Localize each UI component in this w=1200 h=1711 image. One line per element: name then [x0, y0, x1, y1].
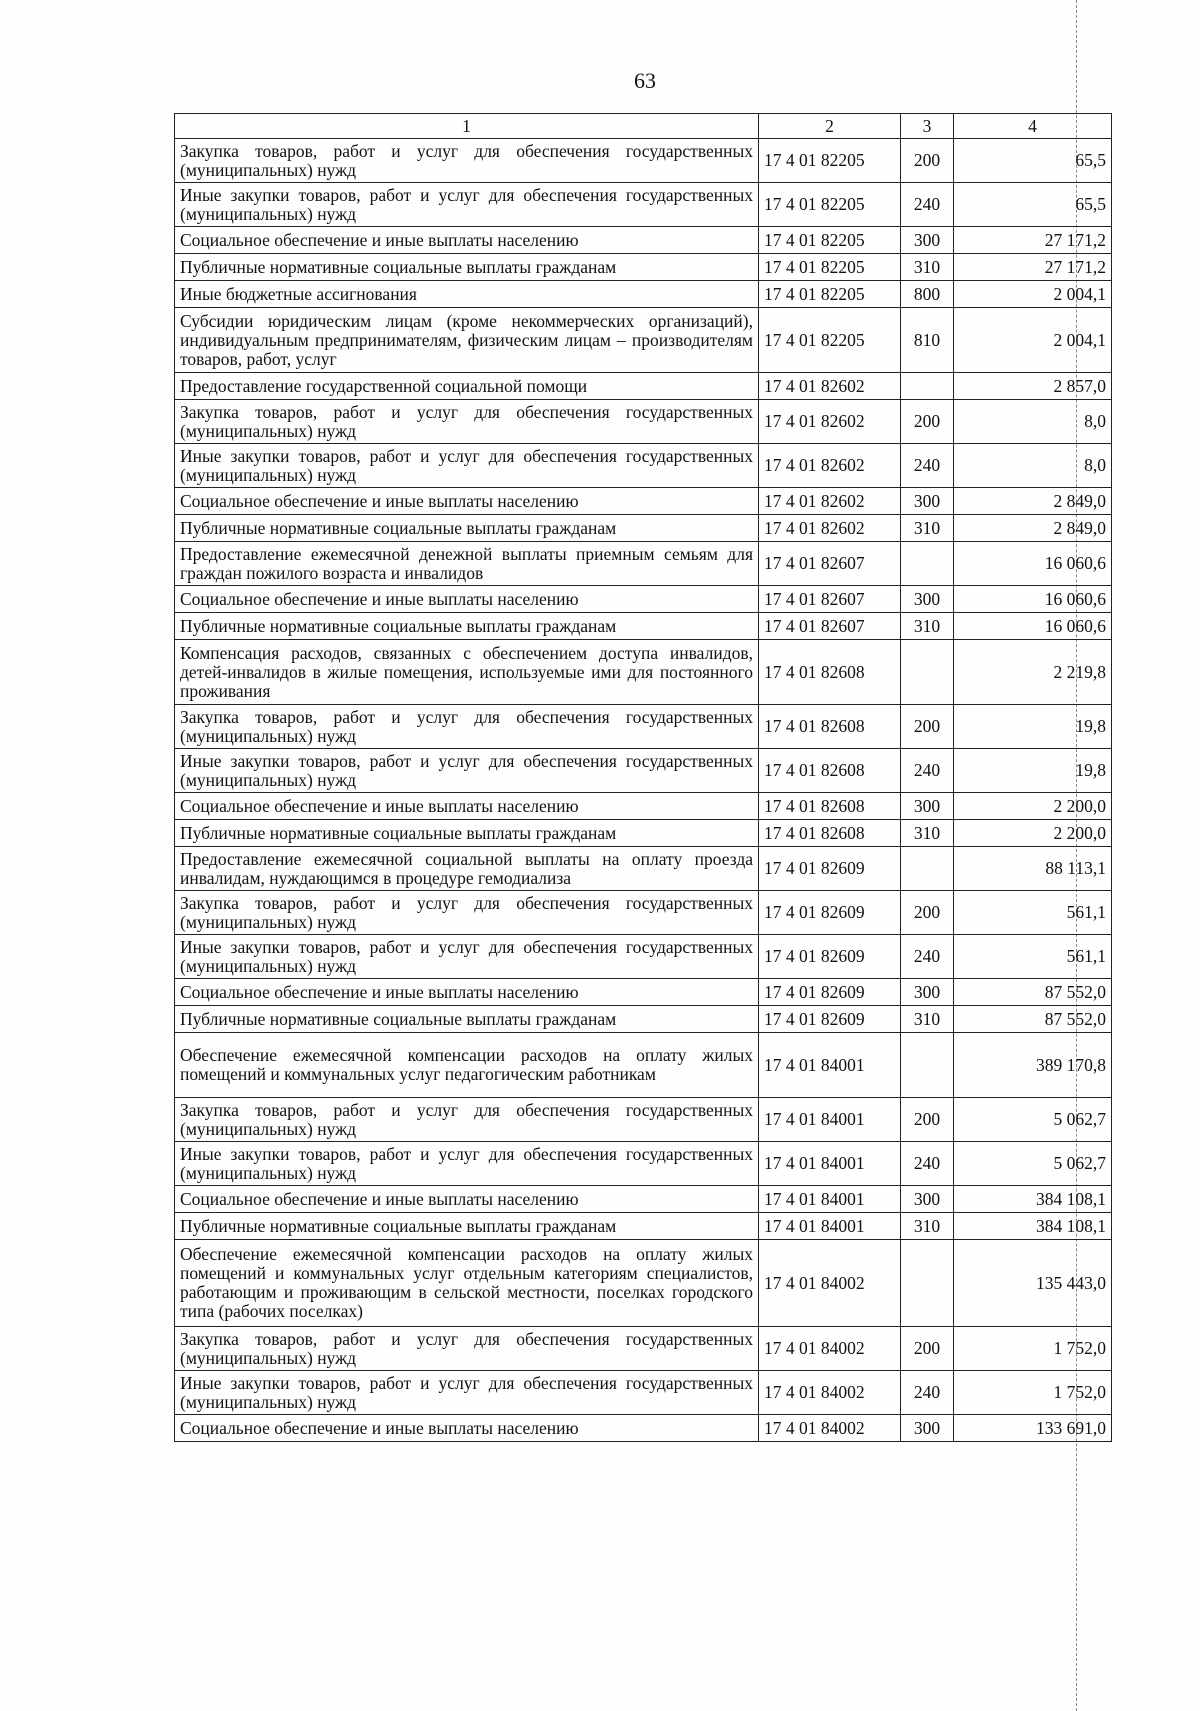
row-type: 300 — [901, 979, 954, 1006]
row-name: Социальное обеспечение и иные выплаты населению — [175, 488, 759, 515]
row-name: Закупка товаров, работ и услуг для обеспечения государственных (муниципальных) нужд — [175, 1098, 759, 1142]
row-amount: 87 552,0 — [954, 979, 1112, 1006]
row-amount: 561,1 — [954, 891, 1112, 935]
row-amount: 2 200,0 — [954, 793, 1112, 820]
row-name: Социальное обеспечение и иные выплаты населению — [175, 586, 759, 613]
row-type: 310 — [901, 820, 954, 847]
row-amount: 88 113,1 — [954, 847, 1112, 891]
row-name: Закупка товаров, работ и услуг для обеспечения государственных (муниципальных) нужд — [175, 891, 759, 935]
row-type: 200 — [901, 400, 954, 444]
row-name: Обеспечение ежемесячной компенсации расходов на оплату жилых помещений и коммунальных услуг отдельным категориям специалистов, работающим и проживающим в сельской местности, поселках городского типа (рабочих поселках) — [175, 1240, 759, 1327]
row-amount: 2 200,0 — [954, 820, 1112, 847]
row-type — [901, 542, 954, 586]
row-code: 17 4 01 82205 — [759, 183, 901, 227]
row-name: Иные закупки товаров, работ и услуг для обеспечения государственных (муниципальных) нужд — [175, 1142, 759, 1186]
row-name: Публичные нормативные социальные выплаты гражданам — [175, 254, 759, 281]
row-name: Иные бюджетные ассигнования — [175, 281, 759, 308]
row-name: Публичные нормативные социальные выплаты гражданам — [175, 613, 759, 640]
row-type — [901, 373, 954, 400]
row-name: Предоставление ежемесячной социальной выплаты на оплату проезда инвалидам, нуждающимся в процедуре гемодиализа — [175, 847, 759, 891]
row-amount: 5 062,7 — [954, 1142, 1112, 1186]
table-row — [175, 749, 1112, 793]
row-amount: 27 171,2 — [954, 227, 1112, 254]
row-code: 17 4 01 82602 — [759, 400, 901, 444]
row-amount: 135 443,0 — [954, 1240, 1112, 1327]
row-name: Иные закупки товаров, работ и услуг для обеспечения государственных (муниципальных) нужд — [175, 183, 759, 227]
row-type — [901, 847, 954, 891]
row-type — [901, 640, 954, 705]
table-row — [175, 935, 1112, 979]
table-row — [175, 308, 1112, 373]
row-amount: 133 691,0 — [954, 1415, 1112, 1442]
row-code: 17 4 01 84001 — [759, 1142, 901, 1186]
row-amount: 65,5 — [954, 183, 1112, 227]
table-row — [175, 1371, 1112, 1415]
row-type: 240 — [901, 749, 954, 793]
table-row — [175, 444, 1112, 488]
table-row — [175, 227, 1112, 254]
row-amount: 8,0 — [954, 400, 1112, 444]
row-code: 17 4 01 82608 — [759, 705, 901, 749]
column-header-3: 3 — [901, 114, 954, 139]
row-name: Социальное обеспечение и иные выплаты населению — [175, 1415, 759, 1442]
column-header-1: 1 — [175, 114, 759, 139]
row-code: 17 4 01 82602 — [759, 373, 901, 400]
table-row — [175, 586, 1112, 613]
table-row — [175, 847, 1112, 891]
row-code: 17 4 01 82608 — [759, 749, 901, 793]
row-amount: 1 752,0 — [954, 1327, 1112, 1371]
row-type: 310 — [901, 1213, 954, 1240]
row-code: 17 4 01 82205 — [759, 227, 901, 254]
table-body — [175, 139, 1112, 1442]
row-amount: 65,5 — [954, 139, 1112, 183]
row-code: 17 4 01 82608 — [759, 793, 901, 820]
row-type: 810 — [901, 308, 954, 373]
row-name: Закупка товаров, работ и услуг для обеспечения государственных (муниципальных) нужд — [175, 1327, 759, 1371]
row-amount: 2 857,0 — [954, 373, 1112, 400]
table-row — [175, 373, 1112, 400]
row-type — [901, 1240, 954, 1327]
row-amount: 2 004,1 — [954, 308, 1112, 373]
table-row — [175, 1098, 1112, 1142]
row-type: 200 — [901, 1098, 954, 1142]
row-type: 300 — [901, 1415, 954, 1442]
row-amount: 19,8 — [954, 749, 1112, 793]
row-code: 17 4 01 84001 — [759, 1186, 901, 1213]
row-type: 240 — [901, 1142, 954, 1186]
row-code: 17 4 01 84002 — [759, 1240, 901, 1327]
row-name: Закупка товаров, работ и услуг для обеспечения государственных (муниципальных) нужд — [175, 139, 759, 183]
table-row — [175, 1213, 1112, 1240]
row-code: 17 4 01 84002 — [759, 1371, 901, 1415]
row-type: 300 — [901, 793, 954, 820]
row-code: 17 4 01 82608 — [759, 640, 901, 705]
row-name: Социальное обеспечение и иные выплаты населению — [175, 979, 759, 1006]
row-name: Обеспечение ежемесячной компенсации расходов на оплату жилых помещений и коммунальных услуг педагогическим работникам — [175, 1033, 759, 1098]
table-row — [175, 613, 1112, 640]
table-row — [175, 891, 1112, 935]
table-row — [175, 979, 1112, 1006]
column-header-4: 4 — [954, 114, 1112, 139]
row-name: Социальное обеспечение и иные выплаты населению — [175, 227, 759, 254]
row-code: 17 4 01 84001 — [759, 1033, 901, 1098]
row-type: 240 — [901, 935, 954, 979]
budget-table — [174, 113, 1112, 1442]
row-amount: 16 060,6 — [954, 542, 1112, 586]
row-code: 17 4 01 82609 — [759, 1006, 901, 1033]
table-row — [175, 542, 1112, 586]
row-amount: 561,1 — [954, 935, 1112, 979]
row-code: 17 4 01 82205 — [759, 308, 901, 373]
table-row — [175, 793, 1112, 820]
row-amount: 19,8 — [954, 705, 1112, 749]
row-code: 17 4 01 82602 — [759, 515, 901, 542]
table-row — [175, 183, 1112, 227]
row-name: Иные закупки товаров, работ и услуг для обеспечения государственных (муниципальных) нужд — [175, 444, 759, 488]
table-row — [175, 1240, 1112, 1327]
row-type: 300 — [901, 488, 954, 515]
row-name: Предоставление ежемесячной денежной выплаты приемным семьям для граждан пожилого возраста и инвалидов — [175, 542, 759, 586]
table-row — [175, 139, 1112, 183]
row-name: Социальное обеспечение и иные выплаты населению — [175, 1186, 759, 1213]
column-header-2: 2 — [759, 114, 901, 139]
table-row — [175, 1033, 1112, 1098]
table-row — [175, 488, 1112, 515]
row-code: 17 4 01 82205 — [759, 139, 901, 183]
row-type: 200 — [901, 1327, 954, 1371]
row-type — [901, 1033, 954, 1098]
row-amount: 2 004,1 — [954, 281, 1112, 308]
row-type: 300 — [901, 227, 954, 254]
row-name: Иные закупки товаров, работ и услуг для обеспечения государственных (муниципальных) нужд — [175, 935, 759, 979]
row-code: 17 4 01 82607 — [759, 613, 901, 640]
row-name: Предоставление государственной социальной помощи — [175, 373, 759, 400]
table-row — [175, 254, 1112, 281]
row-amount: 2 849,0 — [954, 515, 1112, 542]
row-type: 240 — [901, 444, 954, 488]
row-amount: 16 060,6 — [954, 613, 1112, 640]
row-type: 310 — [901, 613, 954, 640]
table-row — [175, 1006, 1112, 1033]
row-code: 17 4 01 84002 — [759, 1327, 901, 1371]
row-code: 17 4 01 82609 — [759, 891, 901, 935]
table-row — [175, 281, 1112, 308]
row-name: Публичные нормативные социальные выплаты гражданам — [175, 1006, 759, 1033]
row-type: 310 — [901, 254, 954, 281]
row-code: 17 4 01 82607 — [759, 542, 901, 586]
row-type: 200 — [901, 705, 954, 749]
row-name: Субсидии юридическим лицам (кроме некоммерческих организаций), индивидуальным предпринимателям, физическим лицам – производителям товаров, работ, услуг — [175, 308, 759, 373]
row-amount: 2 849,0 — [954, 488, 1112, 515]
row-type: 310 — [901, 1006, 954, 1033]
row-name: Публичные нормативные социальные выплаты гражданам — [175, 820, 759, 847]
table-row — [175, 705, 1112, 749]
table-row — [175, 515, 1112, 542]
row-name: Компенсация расходов, связанных с обеспечением доступа инвалидов, детей-инвалидов в жилые помещения, используемые ими для постоянного проживания — [175, 640, 759, 705]
row-code: 17 4 01 82609 — [759, 979, 901, 1006]
row-code: 17 4 01 82602 — [759, 444, 901, 488]
table-row — [175, 640, 1112, 705]
row-code: 17 4 01 82609 — [759, 847, 901, 891]
table-row — [175, 820, 1112, 847]
row-amount: 389 170,8 — [954, 1033, 1112, 1098]
table-header-row — [175, 114, 1112, 139]
row-type: 800 — [901, 281, 954, 308]
row-amount: 5 062,7 — [954, 1098, 1112, 1142]
row-name: Социальное обеспечение и иные выплаты населению — [175, 793, 759, 820]
row-name: Иные закупки товаров, работ и услуг для обеспечения государственных (муниципальных) нужд — [175, 749, 759, 793]
row-code: 17 4 01 84001 — [759, 1098, 901, 1142]
table-row — [175, 1186, 1112, 1213]
row-amount: 2 219,8 — [954, 640, 1112, 705]
row-amount: 384 108,1 — [954, 1186, 1112, 1213]
row-type: 300 — [901, 1186, 954, 1213]
row-name: Публичные нормативные социальные выплаты гражданам — [175, 515, 759, 542]
row-code: 17 4 01 84001 — [759, 1213, 901, 1240]
row-code: 17 4 01 82608 — [759, 820, 901, 847]
table-row — [175, 1327, 1112, 1371]
page-number: 63 — [634, 68, 656, 93]
row-type: 200 — [901, 891, 954, 935]
row-type: 240 — [901, 183, 954, 227]
row-name: Иные закупки товаров, работ и услуг для обеспечения государственных (муниципальных) нужд — [175, 1371, 759, 1415]
row-code: 17 4 01 82607 — [759, 586, 901, 613]
row-name: Публичные нормативные социальные выплаты гражданам — [175, 1213, 759, 1240]
row-amount: 8,0 — [954, 444, 1112, 488]
row-type: 240 — [901, 1371, 954, 1415]
row-amount: 384 108,1 — [954, 1213, 1112, 1240]
row-amount: 1 752,0 — [954, 1371, 1112, 1415]
row-type: 310 — [901, 515, 954, 542]
row-name: Закупка товаров, работ и услуг для обеспечения государственных (муниципальных) нужд — [175, 705, 759, 749]
row-code: 17 4 01 82205 — [759, 254, 901, 281]
row-code: 17 4 01 82602 — [759, 488, 901, 515]
row-name: Закупка товаров, работ и услуг для обеспечения государственных (муниципальных) нужд — [175, 400, 759, 444]
row-amount: 87 552,0 — [954, 1006, 1112, 1033]
table-row — [175, 400, 1112, 444]
row-amount: 27 171,2 — [954, 254, 1112, 281]
row-type: 300 — [901, 586, 954, 613]
table-row — [175, 1415, 1112, 1442]
row-amount: 16 060,6 — [954, 586, 1112, 613]
row-code: 17 4 01 82205 — [759, 281, 901, 308]
row-type: 200 — [901, 139, 954, 183]
row-code: 17 4 01 84002 — [759, 1415, 901, 1442]
table-row — [175, 1142, 1112, 1186]
row-code: 17 4 01 82609 — [759, 935, 901, 979]
